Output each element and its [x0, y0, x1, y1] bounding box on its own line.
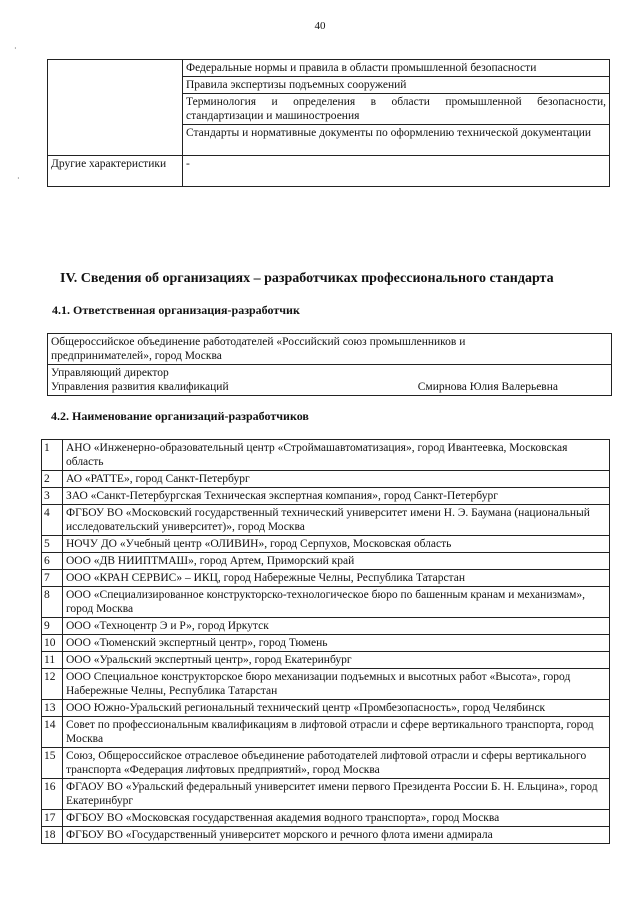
table-row [42, 618, 610, 635]
organization-name: Союз, Общероссийское отраслевое объединение работодателей лифтовой отрасли и сферы вертикального транспорта «Федерация лифтовых предприятий», город Москва [63, 748, 610, 779]
organization-name: ООО «ДВ НИИПТМАШ», город Артем, Приморский край [63, 553, 610, 570]
table-row [42, 635, 610, 652]
table-row [42, 669, 610, 700]
organization-name: ЗАО «Санкт-Петербургская Техническая экспертная компания», город Санкт-Петербург [63, 488, 610, 505]
other-characteristics-label: Другие характеристики [48, 156, 183, 187]
cell: Правила экспертизы подъемных сооружений [183, 77, 610, 94]
organization-name: ООО «Специализированное конструкторско-технологическое бюро по башенным кранам и механизмам», город Москва [63, 587, 610, 618]
table-row [42, 810, 610, 827]
table-row [42, 748, 610, 779]
row-number: 13 [42, 700, 63, 717]
organization-name: ФГБОУ ВО «Государственный университет морского и речного флота имени адмирала [63, 827, 610, 844]
row-number: 1 [42, 440, 63, 471]
section-title: IV. Сведения об организациях – разработчиках профессионального стандарта [60, 271, 554, 286]
row-number: 12 [42, 669, 63, 700]
cell: Стандарты и нормативные документы по оформлению технической документации [183, 125, 610, 156]
row-number: 4 [42, 505, 63, 536]
row-number: 15 [42, 748, 63, 779]
position-line-1: Управляющий директор [51, 367, 169, 379]
table-row [42, 440, 610, 471]
organization-name: ФГБОУ ВО «Московский государственный технический университет имени Н. Э. Баумана (национальный исследовательский университет)», город Москва [63, 505, 610, 536]
subsection-title-4-2: 4.2. Наименование организаций-разработчиков [51, 409, 309, 423]
table-row [42, 717, 610, 748]
organization-name: АНО «Инженерно-образовательный центр «Строймашавтоматизация», город Ивантеевка, Московская область [63, 440, 610, 471]
row-number: 11 [42, 652, 63, 669]
row-number: 9 [42, 618, 63, 635]
table-row [42, 570, 610, 587]
row-number: 6 [42, 553, 63, 570]
table-row [42, 536, 610, 553]
table-row [42, 505, 610, 536]
organization-name: ООО Южно-Уральский региональный технический центр «Промбезопасность», город Челябинск [63, 700, 610, 717]
row-number: 3 [42, 488, 63, 505]
table-row [42, 652, 610, 669]
signature-row [48, 380, 611, 395]
table-row [48, 156, 610, 187]
organization-name: ООО «Тюменский экспертный центр», город Тюмень [63, 635, 610, 652]
organization-name: ООО «КРАН СЕРВИС» – ИКЦ, город Набережные Челны, Республика Татарстан [63, 570, 610, 587]
row-number: 5 [42, 536, 63, 553]
organization-name: ФГАОУ ВО «Уральский федеральный университет имени первого Президента России Б. Н. Ельцина», город Екатеринбург [63, 779, 610, 810]
cell: Федеральные нормы и правила в области промышленной безопасности [183, 60, 610, 77]
row-number: 17 [42, 810, 63, 827]
cell: Терминология и определения в области промышленной безопасности, стандартизации и машиностроения [183, 94, 610, 125]
table-row [42, 471, 610, 488]
row-number: 2 [42, 471, 63, 488]
row-number: 16 [42, 779, 63, 810]
characteristics-table [47, 59, 610, 187]
page-number: 40 [314, 20, 326, 32]
table-row [42, 827, 610, 844]
left-cell [48, 60, 183, 156]
position-line-2: Управления развития квалификаций [51, 381, 229, 393]
organization-name: ООО «Техноцентр Э и Р», город Иркутск [63, 618, 610, 635]
organization-name: ООО «Уральский экспертный центр», город Екатеринбург [63, 652, 610, 669]
responsible-organization-box [47, 333, 612, 396]
organization-name: ФГБОУ ВО «Московская государственная академия водного транспорта», город Москва [63, 810, 610, 827]
cell: - [183, 156, 610, 187]
scan-speck: · [14, 44, 17, 53]
table-row [48, 60, 610, 77]
table-row [42, 587, 610, 618]
responsible-person: Смирнова Юлия Валерьевна [417, 381, 558, 393]
table-row [42, 779, 610, 810]
organization-name: НОЧУ ДО «Учебный центр «ОЛИВИН», город Серпухов, Московская область [63, 536, 610, 553]
developers-table [41, 439, 610, 844]
table-row [42, 488, 610, 505]
row-number: 10 [42, 635, 63, 652]
row-number: 7 [42, 570, 63, 587]
organization-name: АО «РАТТЕ», город Санкт-Петербург [63, 471, 610, 488]
scan-speck: · [17, 174, 20, 183]
responsible-organization: Общероссийское объединение работодателей «Российский союз промышленников и предпринимателей», город Москва [48, 334, 611, 365]
subsection-title-4-1: 4.1. Ответственная организация-разработчик [52, 303, 300, 317]
table-row [42, 700, 610, 717]
row-number: 14 [42, 717, 63, 748]
table-row [42, 553, 610, 570]
row-number: 18 [42, 827, 63, 844]
organization-name: Совет по профессиональным квалификациям в лифтовой отрасли и сфере вертикального транспорта, город Москва [63, 717, 610, 748]
organization-name: ООО Специальное конструкторское бюро механизации подъемных и высотных работ «Высота», город Набережные Челны, Республика Татарстан [63, 669, 610, 700]
row-number: 8 [42, 587, 63, 618]
